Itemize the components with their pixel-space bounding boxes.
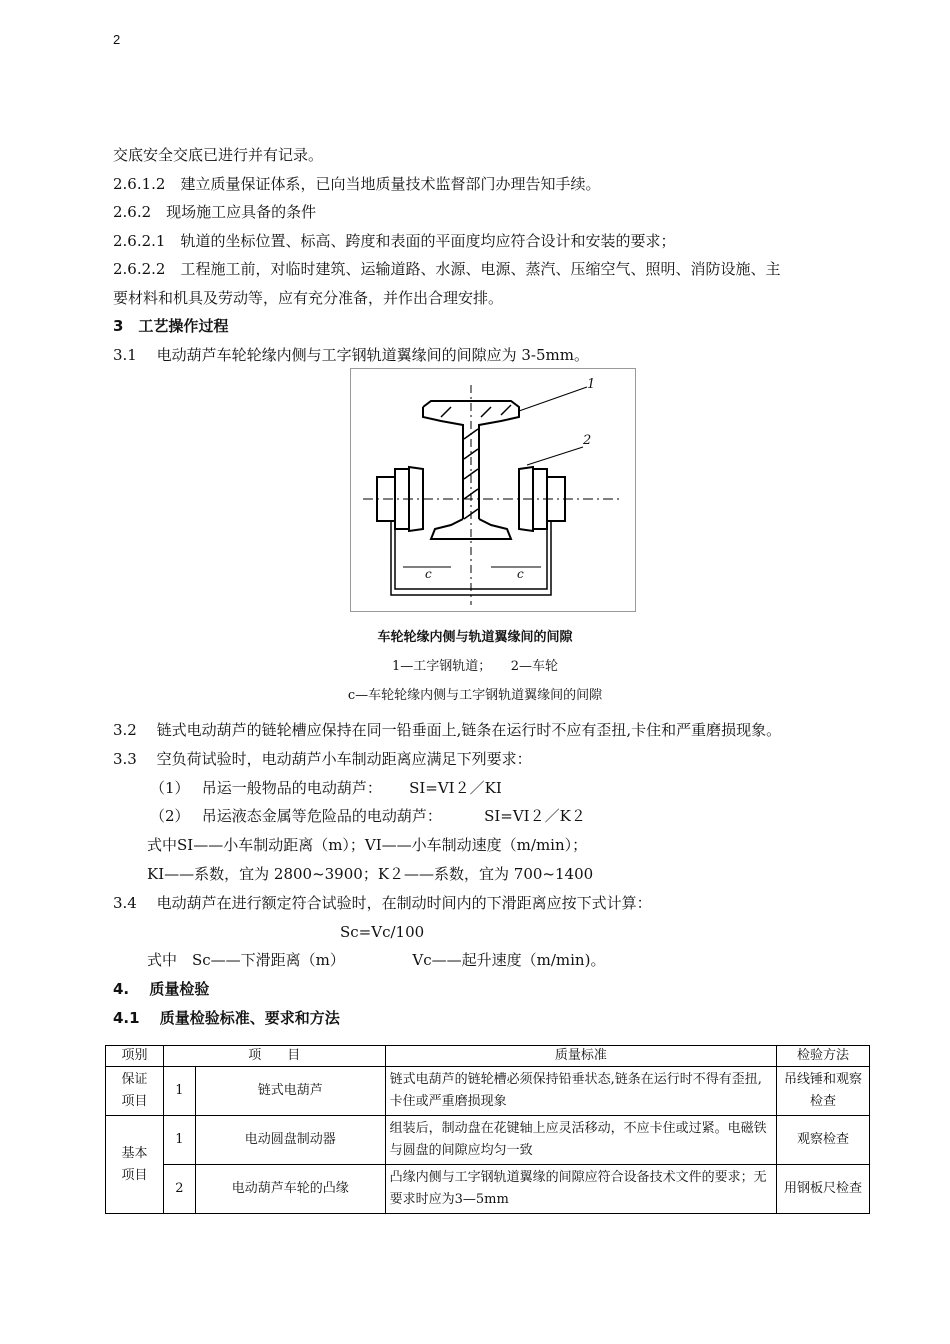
text-line: 3.1 电动葫芦车轮轮缘内侧与工字钢轨道翼缘间的间隙应为 3-5mm。 <box>113 346 589 364</box>
header-standard: 质量标准 <box>385 1046 776 1067</box>
group-guarantee: 保证 项目 <box>106 1067 164 1116</box>
row-number: 1 <box>163 1067 195 1116</box>
text-line: 2.6.2 现场施工应具备的条件 <box>113 203 317 221</box>
quality-table <box>105 1045 870 1214</box>
figure-label-2: 2 <box>583 433 592 448</box>
section-heading: 3 工艺操作过程 <box>113 317 229 335</box>
row-standard: 组装后，制动盘在花键轴上应灵活移动，不应卡住或过紧。电磁铁与圆盘的间隙应均匀一致 <box>385 1116 776 1165</box>
text-line: 2.6.2.1 轨道的坐标位置、标高、跨度和表面的平面度均应符合设计和安装的要求； <box>113 232 676 250</box>
row-method: 吊线锤和观察检查 <box>777 1067 870 1116</box>
table-row <box>106 1165 870 1214</box>
figure-caption-c: c—车轮轮缘内侧与工字钢轨道翼缘间的间隙 <box>347 688 603 703</box>
row-number: 1 <box>163 1116 195 1165</box>
text-line: 要材料和机具及劳动等，应有充分准备，并作出合理安排。 <box>113 289 504 307</box>
row-item: 链式电葫芦 <box>195 1067 385 1116</box>
header-category: 项别 <box>106 1046 164 1067</box>
text-line: 式中SⅠ——小车制动距离（m）；VⅠ——小车制动速度（m/min）； <box>147 836 588 854</box>
header-item: 项 目 <box>163 1046 385 1067</box>
text-line: 式中 Sc——下滑距离（m） Vc——起升速度（m/min)。 <box>147 951 606 969</box>
group-basic: 基本 项目 <box>106 1116 164 1214</box>
row-item: 电动葫芦车轮的凸缘 <box>195 1165 385 1214</box>
text-line: KⅠ——系数，宜为 2800~3900；K２——系数，宜为 700~1400 <box>147 865 594 883</box>
row-method: 用钢板尺检查 <box>777 1165 870 1214</box>
row-number: 2 <box>163 1165 195 1214</box>
text-line: 3.2 链式电动葫芦的链轮槽应保持在同一铅垂面上,链条在运行时不应有歪扭,卡住和严重磨损现象。 <box>113 721 782 739</box>
text-line: 2.6.1.2 建立质量保证体系，已向当地质量技术监督部门办理告知手续。 <box>113 175 601 193</box>
page-number: 2 <box>113 32 121 47</box>
figure-drawing <box>351 369 635 611</box>
table-header-row <box>106 1046 870 1067</box>
section-heading: 4. 质量检验 <box>113 980 210 998</box>
formula-line: Sc=Vc/100 <box>340 923 425 941</box>
figure-wheel-rail-gap <box>350 368 636 612</box>
row-standard: 链式电葫芦的链轮槽必须保持铅垂状态,链条在运行时不得有歪扭,卡住或严重磨损现象 <box>385 1067 776 1116</box>
text-line: 3.3 空负荷试验时，电动葫芦小车制动距离应满足下列要求： <box>113 750 532 768</box>
figure-caption-legend: 1—工字钢轨道； 2—车轮 <box>391 659 559 674</box>
figure-label-1: 1 <box>587 377 596 392</box>
text-line: 3.4 电动葫芦在进行额定符合试验时，在制动时间内的下滑距离应按下式计算： <box>113 894 652 912</box>
table-row <box>106 1116 870 1165</box>
row-standard: 凸缘内侧与工字钢轨道翼缘的间隙应符合设备技术文件的要求；无要求时应为3—5mm <box>385 1165 776 1214</box>
figure-caption-title: 车轮轮缘内侧与轨道翼缘间的间隙 <box>377 630 573 645</box>
subsection-heading: 4.1 质量检验标准、要求和方法 <box>113 1009 340 1027</box>
row-method: 观察检查 <box>777 1116 870 1165</box>
text-line: 交底安全交底已进行并有记录。 <box>113 146 324 164</box>
figure-label-c-right: c <box>517 567 524 581</box>
formula-line: （1） 吊运一般物品的电动葫芦： SⅠ=VⅠ２／KⅠ <box>150 779 502 797</box>
row-item: 电动圆盘制动器 <box>195 1116 385 1165</box>
table-row <box>106 1067 870 1116</box>
figure-label-c-left: c <box>425 567 432 581</box>
text-line: 2.6.2.2 工程施工前，对临时建筑、运输道路、水源、电源、蒸汽、压缩空气、照明、消防设施、主 <box>113 260 781 278</box>
header-method: 检验方法 <box>777 1046 870 1067</box>
formula-line: （2） 吊运液态金属等危险品的电动葫芦： SⅠ=VⅠ２／K２ <box>150 807 586 825</box>
